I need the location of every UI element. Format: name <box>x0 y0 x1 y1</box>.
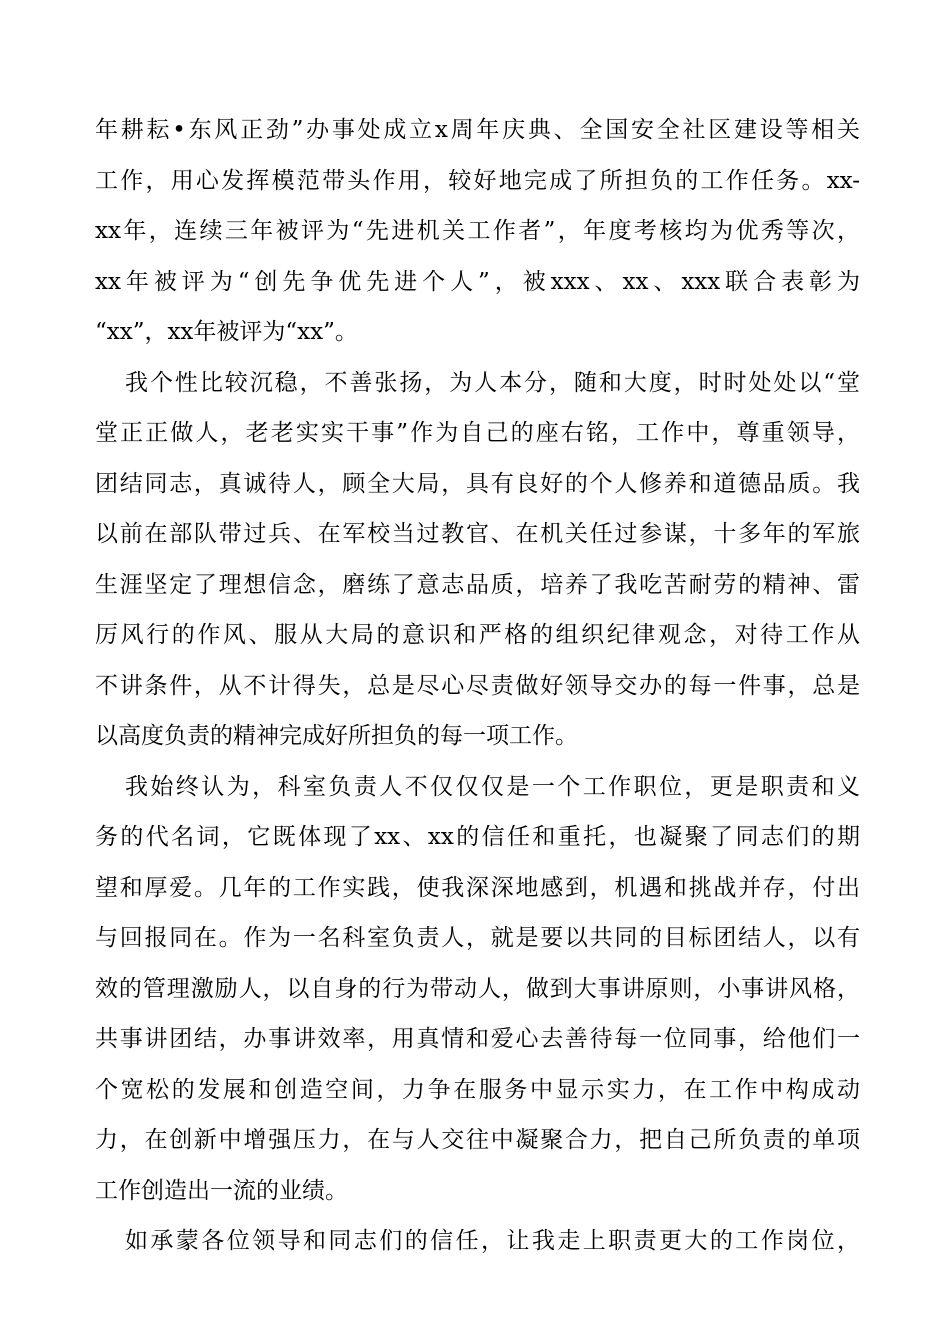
text-line: 效的管理激励人，以自身的行为带动人，做到大事讲原则，小事讲风格， <box>95 975 860 1002</box>
text-line: 年耕耘•东风正劲”办事处成立x周年庆典、全国安全社区建设等相关 <box>95 117 860 143</box>
text-line: 务的代名词，它既体现了xx、xx的信任和重托，也凝聚了同志们的期 <box>95 824 860 850</box>
text-line: 个宽松的发展和创造空间，力争在服务中显示实力，在工作中构成动 <box>95 1076 860 1103</box>
text-line: 望和厚爱。几年的工作实践，使我深深地感到，机遇和挑战并存，付出 <box>95 874 860 901</box>
text-line: 力，在创新中增强压力，在与人交往中凝聚合力，把自己所负责的单项 <box>95 1127 860 1153</box>
text-line: 我个性比较沉稳，不善张扬，为人本分，随和大度，时时处处以“堂 <box>125 369 860 396</box>
text-line: “xx”，xx年被评为“xx”。 <box>95 319 358 345</box>
paragraph <box>95 762 860 1217</box>
text-line: 工作，用心发挥模范带头作用，较好地完成了所担负的工作任务。xx- <box>95 167 860 194</box>
text-line: 堂正正做人，老老实实干事”作为自己的座右铭，工作中，尊重领导， <box>95 420 860 446</box>
text-line: xx年，连续三年被评为“先进机关工作者”，年度考核均为优秀等次， <box>95 218 860 244</box>
paragraph <box>95 358 860 762</box>
text-line: 以前在部队带过兵、在军校当过教官、在机关任过参谋，十多年的军旅 <box>95 521 860 547</box>
text-line: xx年被评为“创先争优先进个人”，被xxx、xx、xxx联合表彰为 <box>95 268 860 295</box>
text-line: 厉风行的作风、服从大局的意识和严格的组织纪律观念，对待工作从 <box>95 622 860 648</box>
text-line: 不讲条件，从不计得失，总是尽心尽责做好领导交办的每一件事，总是 <box>95 672 860 699</box>
text-line: 工作创造出一流的业绩。 <box>95 1177 348 1204</box>
paragraph <box>95 105 860 358</box>
text-line: 以高度负责的精神完成好所担负的每一项工作。 <box>95 723 578 749</box>
text-line: 生涯坚定了理想信念，磨练了意志品质，培养了我吃苦耐劳的精神、雷 <box>95 571 860 598</box>
paragraph <box>95 1216 860 1267</box>
text-line: 与回报同在。作为一名科室负责人，就是要以共同的目标团结人，以有 <box>95 925 860 951</box>
document-page <box>95 105 860 1267</box>
text-line: 如承蒙各位领导和同志们的信任，让我走上职责更大的工作岗位， <box>125 1228 860 1254</box>
text-line: 团结同志，真诚待人，顾全大局，具有良好的个人修养和道德品质。我 <box>95 470 860 497</box>
text-line: 共事讲团结，办事讲效率，用真情和爱心去善待每一位同事，给他们一 <box>95 1026 860 1052</box>
text-line: 我始终认为，科室负责人不仅仅仅是一个工作职位，更是职责和义 <box>125 773 860 800</box>
